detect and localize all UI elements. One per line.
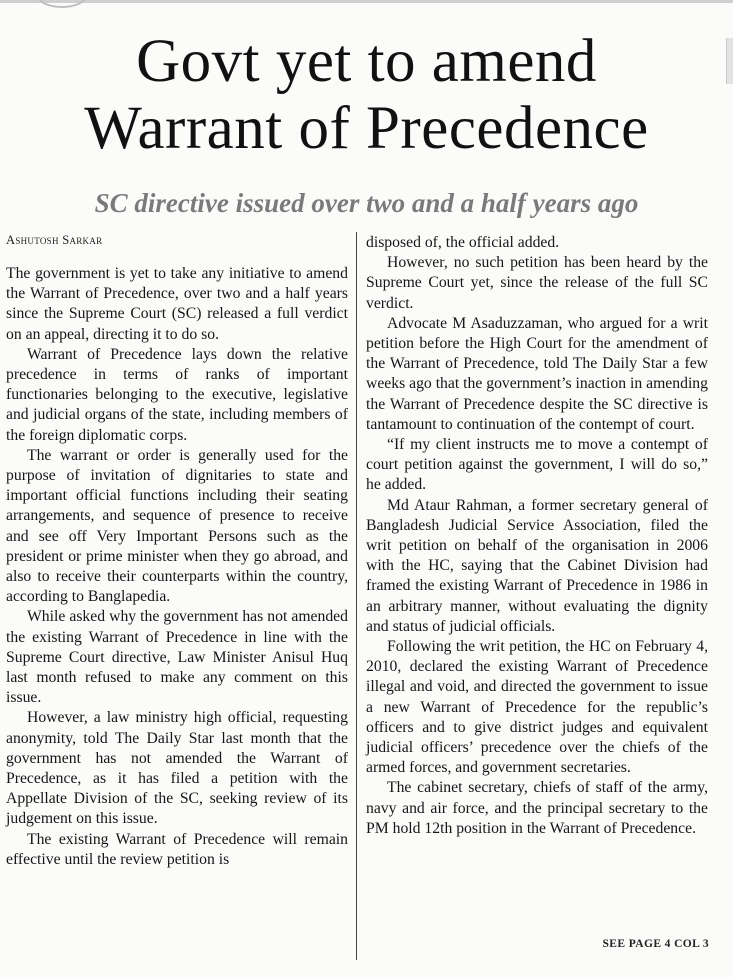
paragraph: Following the writ petition, the HC on February 4, 2010, declared the existing Warrant of Precedence illegal and void, and directed the government to issue a new Warrant of Precedence for the republic’s officers and to give district judges and equivalent judicial officers’ precedence over the chiefs of the armed forces, and government secretaries. [366,638,708,777]
headline-line-2: Warrant of Precedence [84,95,649,162]
paragraph: Advocate M Asaduzzaman, who argued for a writ petition before the High Court for the amendment of the Warrant of Precedence, told The Daily Star a few weeks ago that the government’s inaction in amending the Warrant of Precedence despite the SC directive is tantamount to continuation of the contempt of court. [366,314,708,433]
top-edge-mark [38,0,86,8]
paragraph: While asked why the government has not amended the existing Warrant of Precedence in line with the Supreme Court directive, Law Minister Anisul Huq last month refused to make any comment on this issue. [6,608,348,707]
headline-line-1: Govt yet to amend [136,28,597,95]
paragraph: The government is yet to take any initiative to amend the Warrant of Precedence, over two and a half years since the Supreme Court (SC) released a full verdict on an appeal, directing it to do so. [6,265,348,343]
paragraph: The existing Warrant of Precedence will remain effective until the review petition is [6,830,348,868]
right-column [366,233,708,839]
page-top-edge [0,0,733,3]
deck-subheadline: SC directive issued over two and a half years ago [94,188,639,218]
headline [0,28,733,162]
byline: Ashutosh Sarkar [6,233,103,247]
paragraph: The cabinet secretary, chiefs of staff of the army, navy and air force, and the principal secretary to the PM hold 12th position in the Warrant of Precedence. [366,779,708,837]
paragraph: The warrant or order is generally used for the purpose of invitation of dignitaries to state and important official functions including their seating arrangements, and sequence of presence to receive and see off Very Important Persons such as the president or prime minister when they go abroad, and also to receive their counterparts within the country, according to Banglapedia. [6,446,348,606]
left-column [6,264,348,870]
paragraph: However, a law ministry high official, requesting anonymity, told The Daily Star last month that the government has not amended the Warrant of Precedence, as it has filed a petition with the Appellate Division of the SC, seeking review of its judgement on this issue. [6,709,348,828]
paragraph: “If my client instructs me to move a contempt of court petition against the government, I will do so,” he added. [366,436,708,494]
paragraph: Warrant of Precedence lays down the relative precedence in terms of ranks of important functionaries belonging to the executive, legislative and judicial organs of the state, including members of the foreign diplomatic corps. [6,345,348,444]
paragraph: disposed of, the official added. [366,234,560,251]
paragraph: Md Ataur Rahman, a former secretary general of Bangladesh Judicial Service Association, filed the writ petition on behalf of the organisation in 2006 with the HC, saying that the Cabinet Division had framed the existing Warrant of Precedence in 1986 in an arbitrary manner, without evaluating the dignity and status of judicial officials. [366,496,708,635]
column-divider [356,232,357,960]
jump-line: SEE PAGE 4 COL 3 [602,938,709,950]
paragraph: However, no such petition has been heard by the Supreme Court yet, since the release of the full SC verdict. [366,254,708,312]
